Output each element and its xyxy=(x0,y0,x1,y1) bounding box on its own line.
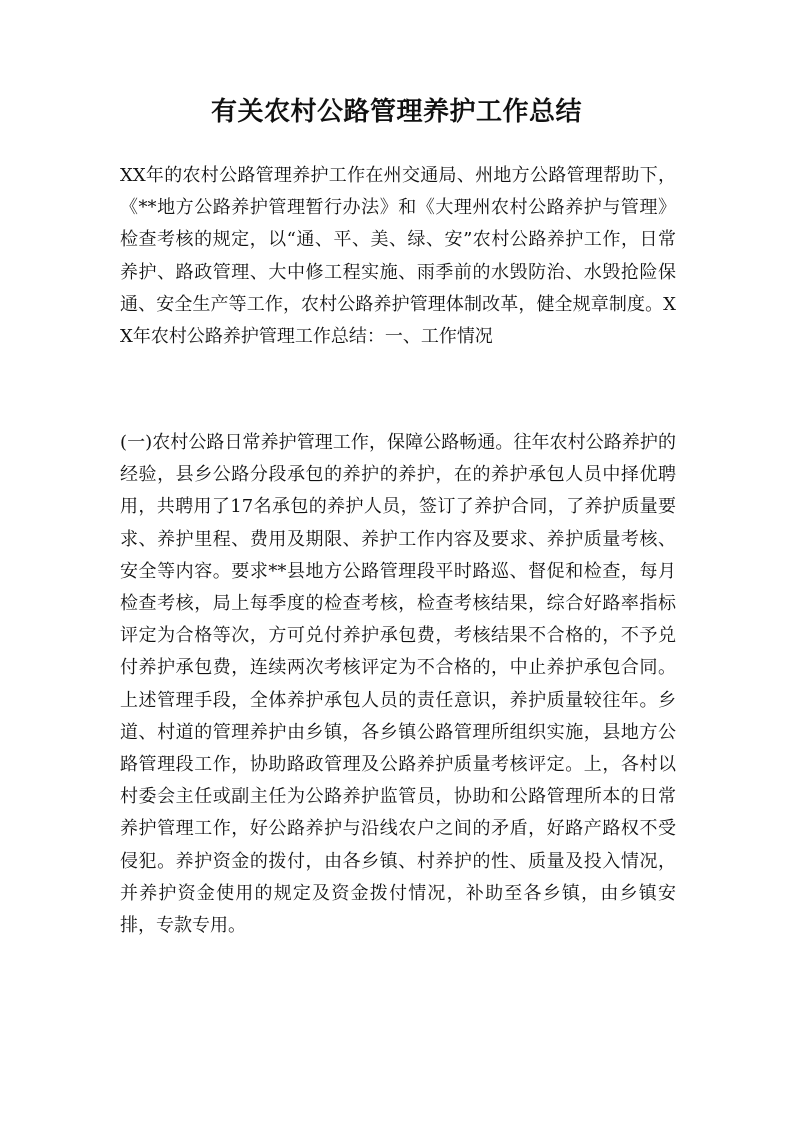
paragraph-intro: XX年的农村公路管理养护工作在州交通局、州地方公路管理帮助下，《**地方公路养护管理暂行办法》和《大理州农村公路养护与管理》检查考核的规定，以“通、平、美、绿、安”农村公路养护工作，日常养护、路政管理、大中修工程实施、雨季前的水毁防治、水毁抢险保通、安全生产等工作，农村公路养护管理体制改革，健全规章制度。XX年农村公路养护管理工作总结：一、工作情况 xyxy=(120,165,676,348)
paragraph-daily-maintenance: (一)农村公路日常养护管理工作，保障公路畅通。往年农村公路养护的经验，县乡公路分段承包的养护的养护，在的养护承包人员中择优聘用，共聘用了17名承包的养护人员，签订了养护合同，了养护质量要求、养护里程、费用及期限、养护工作内容及要求、养护质量考核、安全等内容。要求**县地方公路管理段平时路巡、督促和检查，每月检查考核，局上每季度的检查考核，检查考核结果，综合好路率指标评定为合格等次，方可兑付养护承包费，考核结果不合格的，不予兑付养护承包费，连续两次考核评定为不合格的，中止养护承包合同。上述管理手段，全体养护承包人员的责任意识，养护质量较往年。乡道、村道的管理养护由乡镇，各乡镇公路管理所组织实施，县地方公路管理段工作，协助路政管理及公路养护质量考核评定。上，各村以村委会主任或副主任为公路养护监管员，协助和公路管理所本的日常养护管理工作，好公路养护与沿线农户之间的矛盾，好路产路权不受侵犯。养护资金的拨付，由各乡镇、村养护的性、质量及投入情况，并养护资金使用的规定及资金拨付情况，补助至各乡镇，由乡镇安排，专款专用。 xyxy=(120,432,676,937)
document-title: 有关农村公路管理养护工作总结 xyxy=(210,97,582,127)
